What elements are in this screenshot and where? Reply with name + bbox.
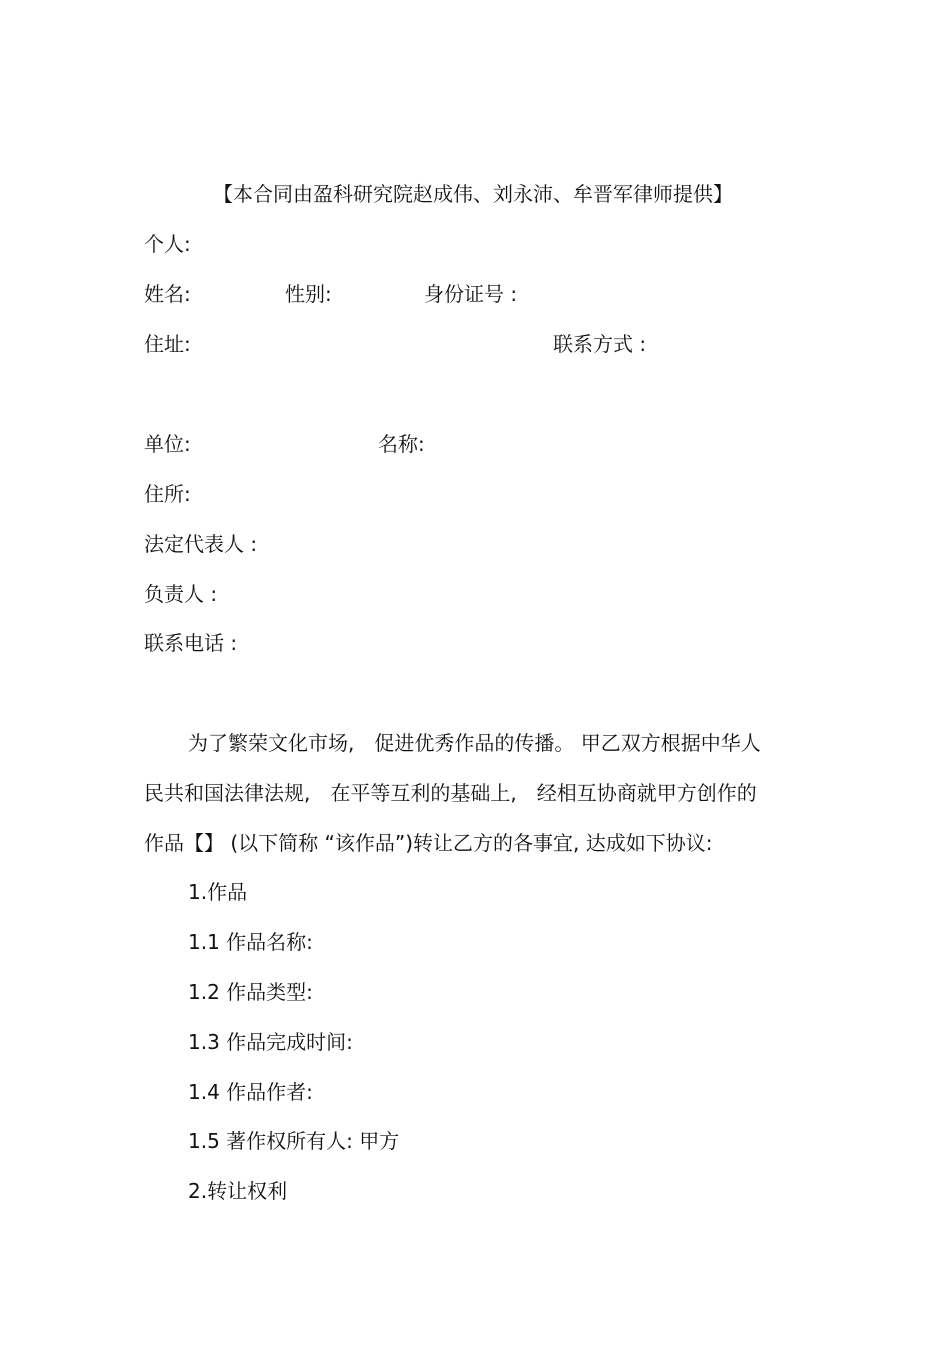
individual-heading: 个人: (144, 232, 191, 256)
clause-1-heading: 1.作品 (188, 880, 248, 904)
clause-1-5: 1.5 著作权所有人: 甲方 (188, 1129, 400, 1153)
preamble-line-1: 为了繁荣文化市场, 促进优秀作品的传播。 甲乙双方根据中华人 (188, 731, 761, 755)
unit-label: 单位: (144, 432, 191, 456)
legal-representative-label: 法定代表人 : (144, 532, 258, 556)
clause-1-1: 1.1 作品名称: (188, 930, 313, 954)
provider-note: 【本合同由盈科研究院赵成伟、刘永沛、牟晋军律师提供】 (213, 182, 733, 206)
clause-1-3: 1.3 作品完成时间: (188, 1030, 353, 1054)
preamble-line-3: 作品【】 (以下简称 “该作品”)转让乙方的各事宜, 达成如下协议: (144, 831, 713, 855)
name-label: 姓名: (144, 282, 191, 306)
phone-label: 联系电话 : (144, 631, 238, 655)
residence-label: 住所: (144, 482, 191, 506)
clause-2-heading: 2.转让权利 (188, 1179, 288, 1203)
preamble-line-2: 民共和国法律法规, 在平等互利的基础上, 经相互协商就甲方创作的 (144, 781, 757, 805)
contact-label: 联系方式 : (553, 332, 647, 356)
person-in-charge-label: 负责人 : (144, 582, 218, 606)
clause-1-4: 1.4 作品作者: (188, 1080, 313, 1104)
company-name-label: 名称: (378, 432, 425, 456)
id-number-label: 身份证号 : (424, 282, 518, 306)
clause-1-2: 1.2 作品类型: (188, 980, 313, 1004)
address-label: 住址: (144, 332, 191, 356)
gender-label: 性别: (285, 282, 332, 306)
